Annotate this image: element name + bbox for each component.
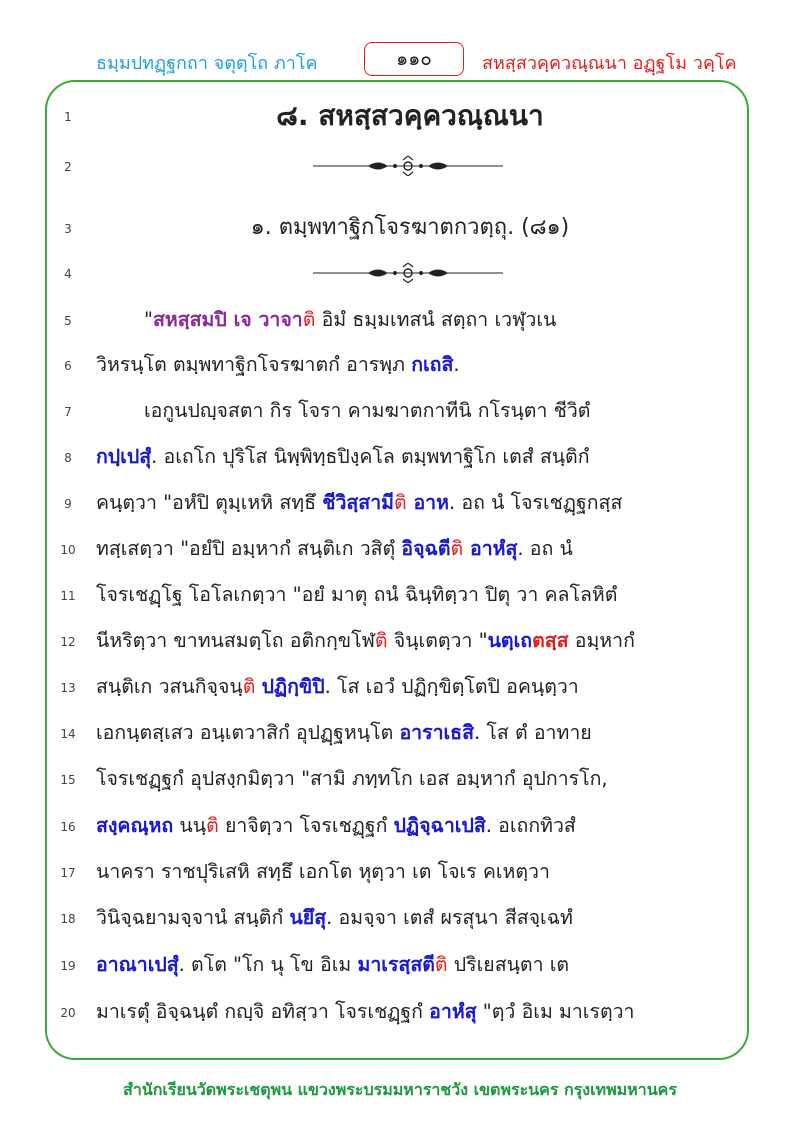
verb-highlight: สงฺคณฺหถ — [96, 814, 174, 837]
plain-text: วินิจฺฉยามจฺจานํ สนฺติกํ — [96, 906, 290, 929]
verb-highlight: ชีวิสฺสามี — [322, 491, 394, 514]
punctuation: . — [453, 353, 460, 376]
verb-highlight: อาห — [406, 491, 449, 514]
line-text — [96, 806, 724, 846]
story-heading: ๑. ตมฺพทาฐิกโจรฆาตกวตฺถุ. (๘๑) — [250, 215, 570, 240]
line-text: เอกูนปญฺจสตา กิร โจรา คามฆาตกาทีนิ กโรนฺตา ชีวิตํ — [144, 399, 591, 422]
book-title: ธมฺมปทฏฺฐกถา จตุตฺโถ ภาโค — [96, 53, 318, 74]
chapter-title: สหสฺสวคฺควณฺณนา อฏฺฐโม วคฺโค — [482, 53, 737, 74]
verb-highlight: นตฺเถ — [487, 629, 533, 652]
page-footer: สำนักเรียนวัดพระเชตุพน แขวงพระบรมมหาราชวัง เขตพระนคร กรุงเทพมหานคร — [123, 1080, 677, 1099]
line-text: โจรเชฏฺฐกํ อุปสงฺกมิตฺวา "สามิ ภทฺทโก เอส อมฺหากํ อุปการโก, — [96, 767, 608, 790]
text-line — [0, 391, 800, 431]
line-number: 14 — [60, 727, 76, 741]
verb-highlight: อาหํสุ — [429, 1000, 477, 1023]
iti-particle: ติ — [242, 675, 256, 698]
iti-particle: ติ — [394, 491, 407, 514]
plain-text: . ตโต "โก นุ โข อิเม — [178, 953, 358, 976]
iti-particle: ติ — [434, 953, 448, 976]
line-number: 7 — [64, 405, 72, 419]
chapter-heading: ๘. สหสฺสวคฺควณฺณนา — [276, 99, 544, 132]
text-line — [0, 483, 800, 523]
line-text — [96, 345, 724, 385]
verb-highlight: อาหํสุ — [463, 537, 518, 560]
plain-text: ทสฺเสตฺวา "อยํปิ อมฺหากํ สนฺติเก วสิตุํ — [96, 537, 402, 560]
plain-text: อมฺหากํ — [568, 629, 635, 652]
verb-highlight: ปฏิกฺขิปิ — [261, 675, 325, 698]
line-number: 19 — [60, 959, 76, 973]
plain-text: สนฺติเก วสนกิจฺจนฺ — [96, 675, 243, 698]
verb-highlight: อิจฺฉตี — [401, 537, 451, 560]
plain-text: . โส เอวํ ปฏิกฺขิตฺโตปิ อคนฺตฺวา — [324, 675, 579, 698]
text-line — [0, 437, 800, 477]
plain-text: เอกนฺตสฺเสว อนฺเตวาสิกํ อุปฏฺฐหนฺโต — [96, 721, 400, 744]
line-text — [96, 713, 724, 753]
text-line — [0, 300, 800, 340]
plain-text: วิหรนฺโต ตมฺพทาฐิกโจรฆาตกํ อารพฺภ — [96, 353, 412, 376]
line-number: 20 — [60, 1006, 76, 1020]
text-line — [0, 96, 800, 136]
plain-text: อิมํ ธมฺมเทสนํ สตฺถา เวฬุวเน — [315, 308, 557, 331]
plain-text: "ตฺวํ อิเม มาเรตฺวา — [476, 1000, 635, 1023]
line-number: 2 — [64, 160, 72, 174]
plain-text: . อมจฺจา เตสํ ผรสุนา สีสจฺเฉทํ — [326, 906, 573, 929]
line-number: 3 — [64, 222, 72, 236]
line-number: 5 — [64, 314, 72, 328]
iti-particle: ตสฺส — [532, 629, 569, 652]
plain-text: คนฺตฺวา "อหํปิ ตุมฺเหหิ สทฺธึ — [96, 491, 323, 514]
line-text — [96, 300, 772, 340]
text-line — [0, 852, 800, 892]
line-text — [96, 898, 724, 938]
text-line — [0, 621, 800, 661]
text-line — [0, 667, 800, 707]
line-text: นาครา ราชปุริเสหิ สทฺธึ เอกโต หุตฺวา เต โจเร คเหตฺวา — [96, 860, 550, 883]
verb-highlight: อาราเธสิ — [399, 721, 474, 744]
line-number: 9 — [64, 497, 72, 511]
line-text — [96, 483, 724, 523]
plain-text: นีหริตฺวา ขาทนสมตฺโถ อติกกฺขโฬ — [96, 629, 375, 652]
text-line — [0, 713, 800, 753]
plain-text: . อเถกทิวสํ — [485, 814, 576, 837]
text-line — [0, 945, 800, 985]
ornament-divider-icon — [313, 156, 503, 176]
text-line — [0, 806, 800, 846]
verse-quote: สหสฺสมปิ เจ วาจา — [152, 308, 303, 331]
plain-text: ปริเยสนฺตา เต — [447, 953, 570, 976]
line-number: 8 — [64, 451, 72, 465]
line-text — [96, 621, 724, 661]
line-number: 10 — [60, 543, 76, 557]
quote-mark: " — [144, 308, 153, 331]
verb-highlight: กเถสิ — [411, 353, 454, 376]
page-number: ๑๑๐ — [364, 42, 464, 76]
line-text — [96, 992, 724, 1032]
verb-highlight: กปฺเปสุํ — [96, 445, 152, 468]
verb-highlight: มาเรสฺสตี — [357, 953, 435, 976]
plain-text: . อถ นํ โจรเชฏฺฐกสฺส — [448, 491, 623, 514]
plain-text: มาเรตุํ อิจฺฉนฺตํ กญฺจิ อทิสฺวา โจรเชฏฺฐกํ — [96, 1000, 430, 1023]
line-text — [96, 437, 724, 477]
ornament-divider-icon — [313, 263, 503, 283]
line-text: โจรเชฏฺโฐ โอโลเกตฺวา "อยํ มาตุ ถนํ ฉินฺทิตฺวา ปิตุ วา คลโลหิตํ — [96, 583, 618, 606]
line-number: 17 — [60, 866, 76, 880]
text-line — [0, 208, 800, 248]
text-line — [0, 992, 800, 1032]
iti-particle: ติ — [302, 308, 316, 331]
text-line — [0, 146, 800, 186]
line-number: 1 — [64, 110, 72, 124]
line-number: 11 — [60, 589, 76, 603]
plain-text: . อถ นํ — [517, 537, 573, 560]
line-number: 6 — [64, 359, 72, 373]
plain-text: จินฺเตตฺวา " — [387, 629, 488, 652]
line-number: 13 — [60, 681, 76, 695]
iti-particle: ติ — [206, 814, 219, 837]
line-number: 12 — [60, 635, 76, 649]
text-line — [0, 529, 800, 569]
plain-text: นนฺ — [173, 814, 207, 837]
text-line — [0, 575, 800, 615]
plain-text: ยาจิตฺวา โจรเชฏฺฐกํ — [218, 814, 394, 837]
text-line — [0, 345, 800, 385]
line-text — [96, 667, 724, 707]
line-number: 16 — [60, 820, 76, 834]
line-number: 15 — [60, 773, 76, 787]
verb-highlight: นยึสุ — [289, 906, 327, 929]
text-line — [0, 253, 800, 293]
verb-highlight: อาณาเปสุํ — [96, 953, 179, 976]
line-text — [96, 945, 724, 985]
iti-particle: ติ — [450, 537, 464, 560]
text-line — [0, 898, 800, 938]
page-header — [0, 42, 800, 78]
line-text — [96, 529, 724, 569]
iti-particle: ติ — [374, 629, 388, 652]
verb-highlight: ปฏิจฺฉาเปสิ — [393, 814, 486, 837]
line-number: 18 — [60, 912, 76, 926]
plain-text: . โส ตํ อาทาย — [474, 721, 592, 744]
text-line — [0, 759, 800, 799]
line-number: 4 — [64, 267, 72, 281]
plain-text: . อเถโก ปุริโส นิพฺพิทฺธปิงฺคโล ตมฺพทาฐิโก เตสํ สนฺติกํ — [151, 445, 590, 468]
